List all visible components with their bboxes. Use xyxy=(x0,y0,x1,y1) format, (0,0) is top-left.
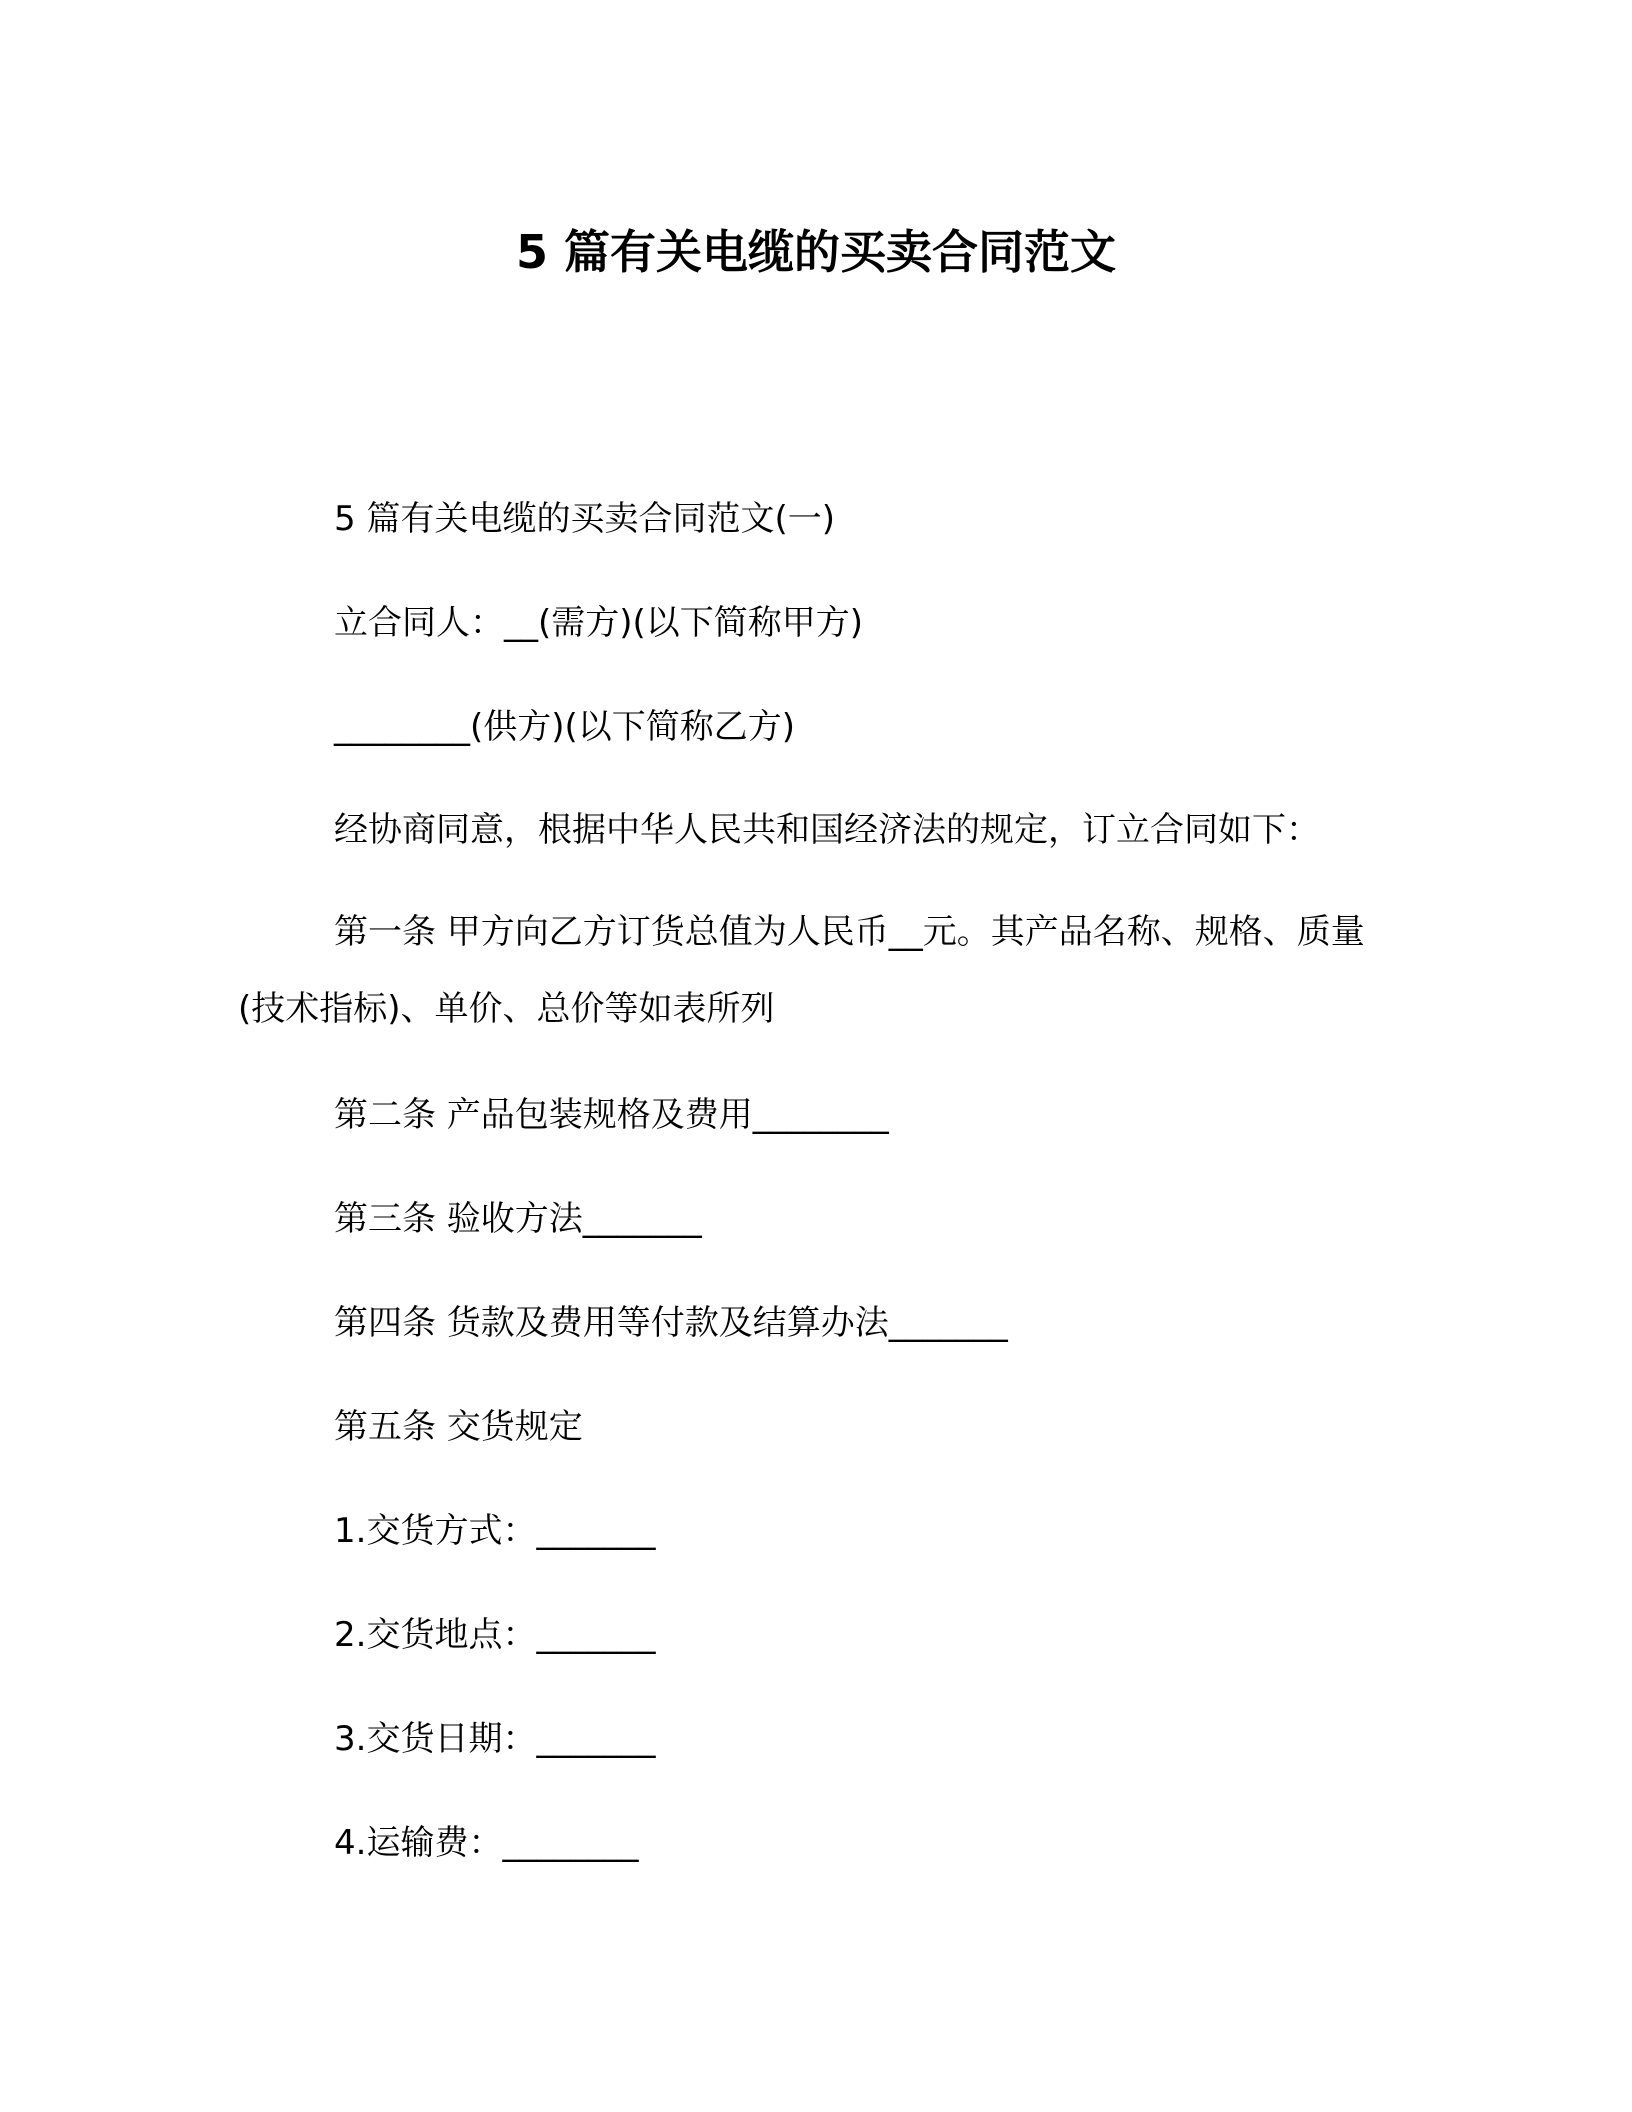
article-2-paragraph: 第二条 产品包装规格及费用________ xyxy=(334,1095,889,1135)
article-1-paragraph: 第一条 甲方向乙方订货总值为人民币__元。其产品名称、规格、质量(技术指标)、单价、总价等如表所列 xyxy=(238,912,1365,1029)
delivery-method-item: 1.交货方式：_______ xyxy=(334,1511,656,1551)
section-heading: 5 篇有关电缆的买卖合同范文(一) xyxy=(334,499,835,539)
delivery-location-item: 2.交货地点：_______ xyxy=(334,1615,656,1655)
party-b-line: ________(供方)(以下简称乙方) xyxy=(334,707,796,747)
delivery-date-item: 3.交货日期：_______ xyxy=(334,1719,656,1759)
shipping-cost-item: 4.运输费：________ xyxy=(334,1823,639,1863)
preamble-paragraph: 经协商同意，根据中华人民共和国经济法的规定，订立合同如下： xyxy=(334,810,1320,850)
document-title: 5 篇有关电缆的买卖合同范文 xyxy=(515,225,1117,279)
party-a-line: 立合同人：__(需方)(以下简称甲方) xyxy=(334,603,864,643)
article-5-paragraph: 第五条 交货规定 xyxy=(334,1407,583,1447)
article-4-paragraph: 第四条 货款及费用等付款及结算办法_______ xyxy=(334,1303,1008,1343)
article-3-paragraph: 第三条 验收方法_______ xyxy=(334,1199,702,1239)
